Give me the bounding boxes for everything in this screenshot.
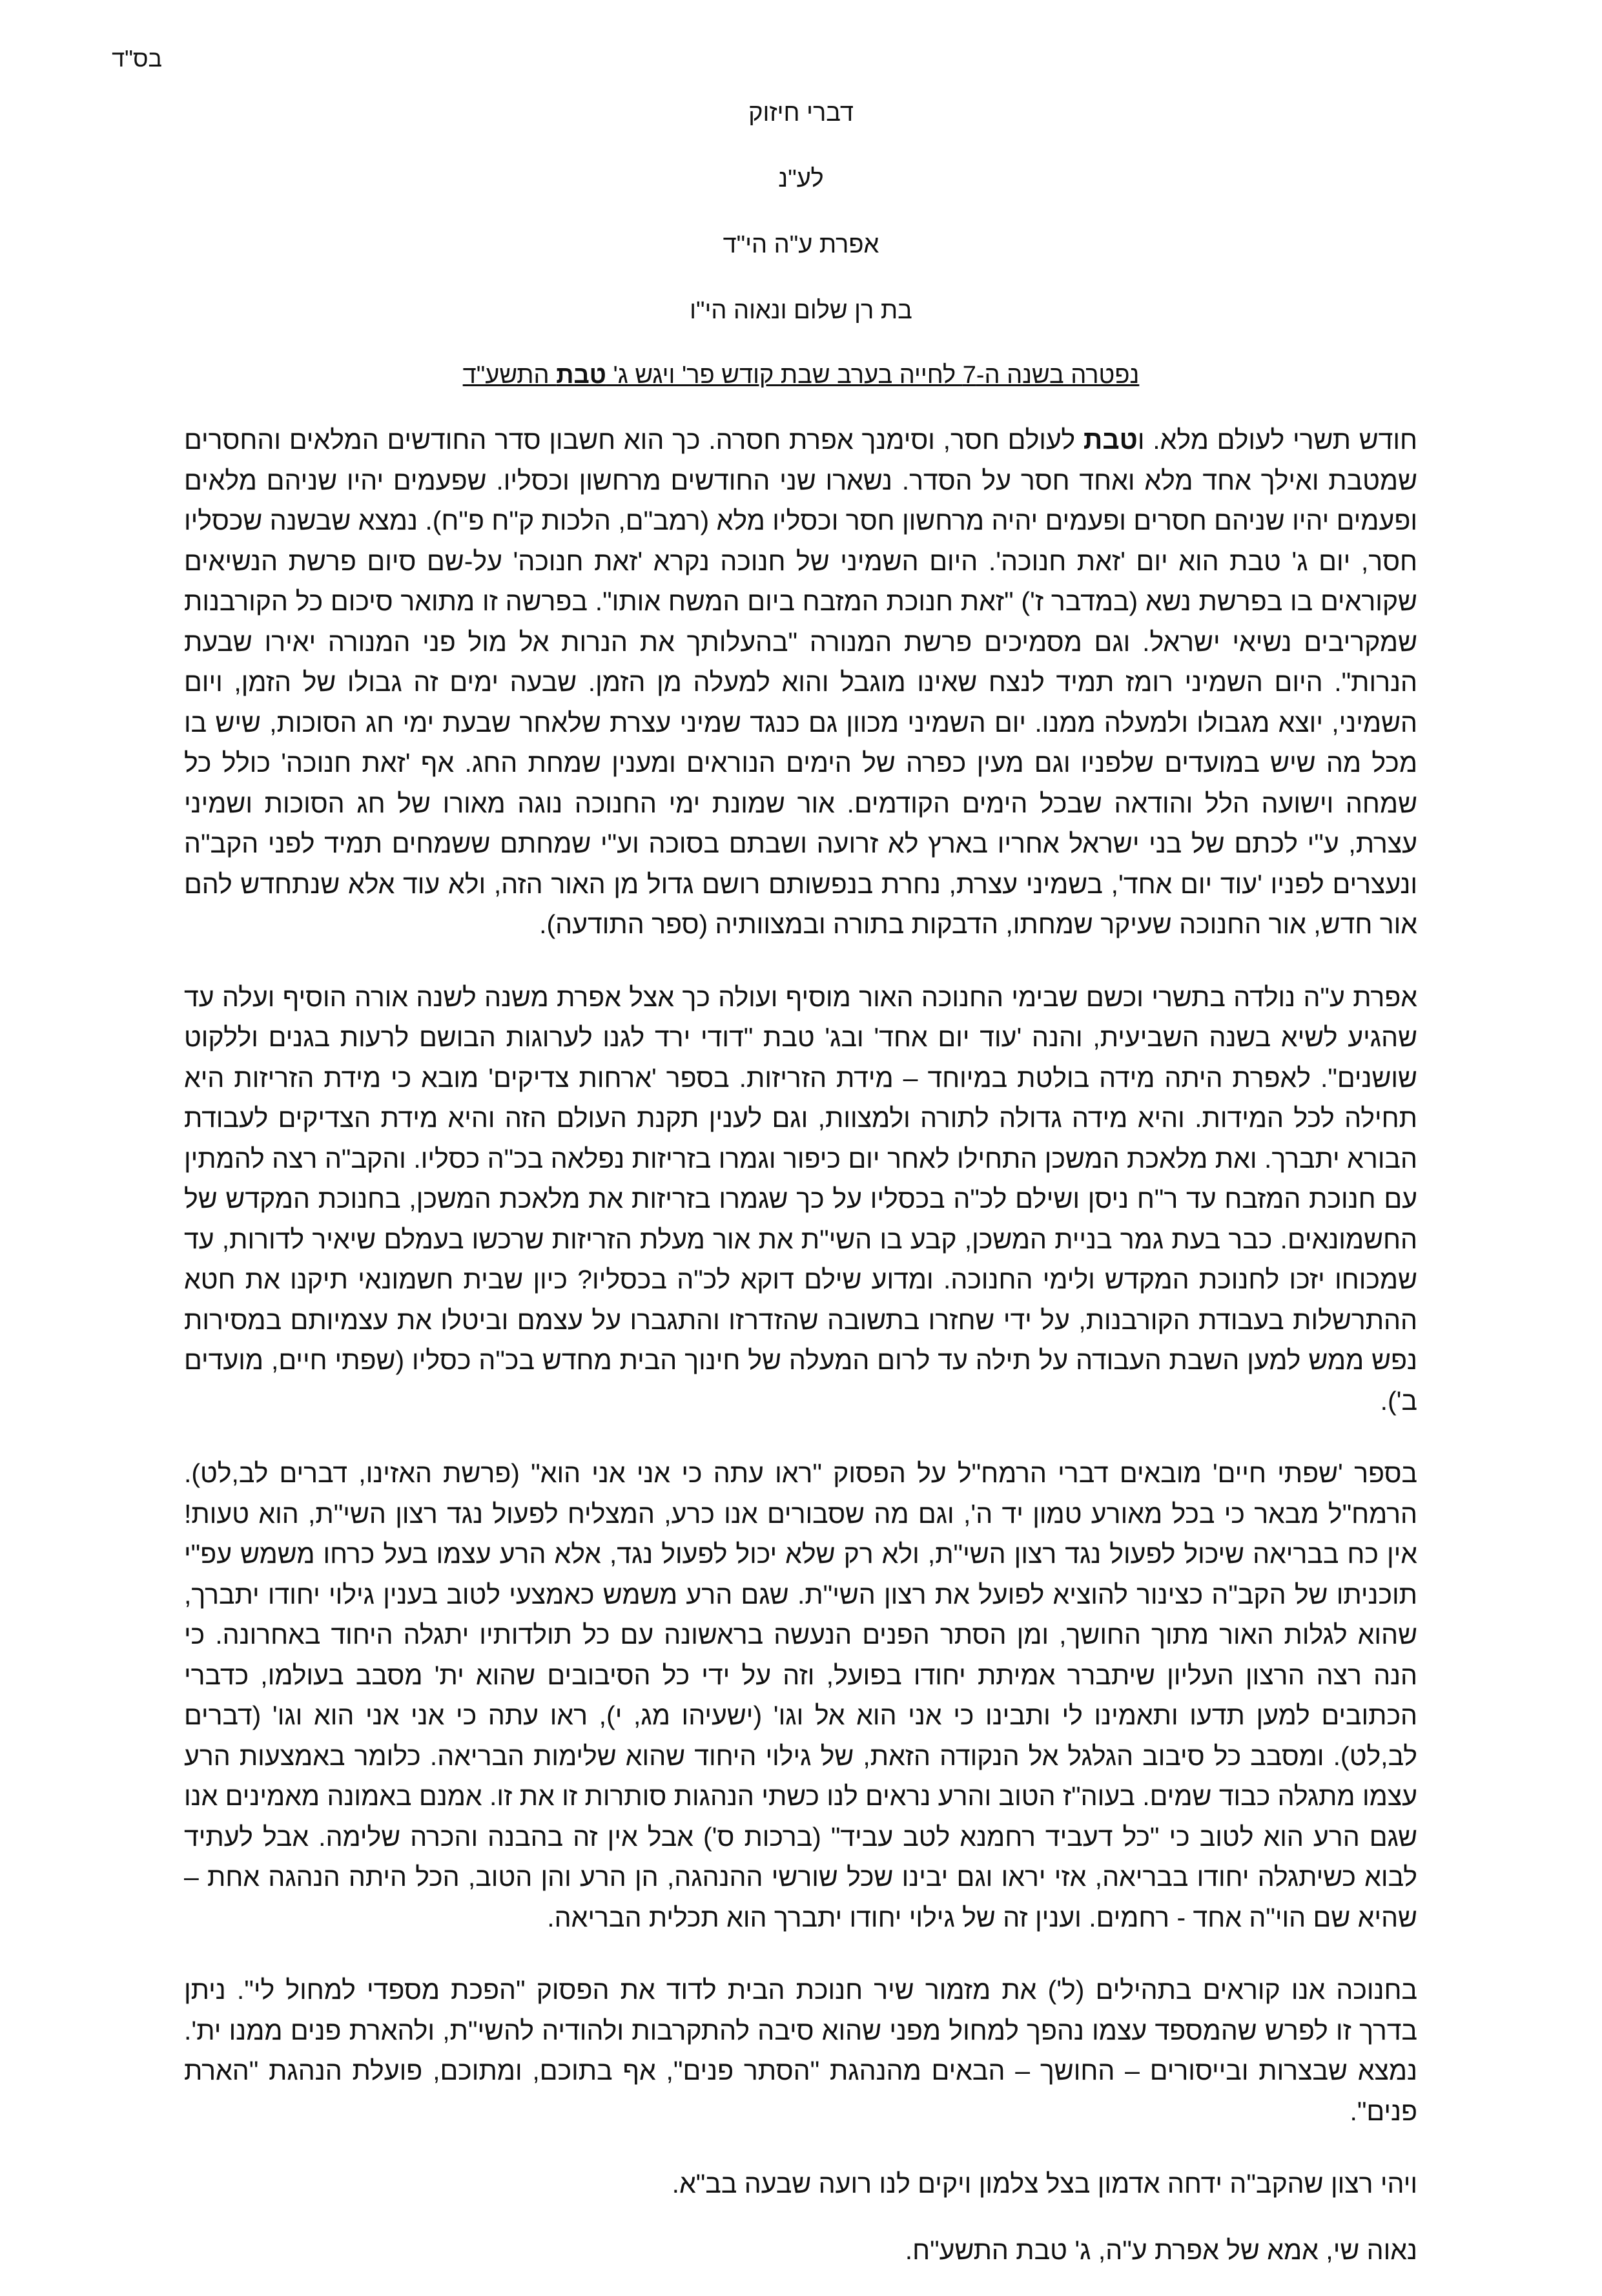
- title-subtitle: [0, 359, 1602, 391]
- body-text: [184, 420, 1417, 2296]
- subtitle-part-1: נפטרה בשנה ה-7 לחייה בערב שבת קודש פר' ויגש ג': [606, 362, 1140, 389]
- title-block: [0, 97, 1602, 425]
- subtitle-part-2: התשע"ד: [462, 362, 557, 389]
- paragraph-1-start: חודש תשרי לעולם מלא. ו: [1137, 425, 1417, 455]
- signature-line: נאוה שי, אמא של אפרת ע"ה, ג' טבת התשע"ח.: [905, 2235, 1417, 2265]
- paragraph-2: אפרת ע"ה נולדה בתשרי וכשם שבימי החנוכה האור מוסיף ועולה כך אצל אפרת משנה לשנה אורה הוסיף ועלה עד שהגיע לשיא בשנה השביעית, והנה 'עוד יום אחד' ובג' טבת "דודי ירד לגנו לערוגות הבושם לרעות בגנים וללקוט שושנים". לאפרת היתה מידה בולטת במיוחד – מידת הזריזות. בספר 'ארחות צדיקים' מובא כי מידת הזריזות היא תחילה לכל המידות. והיא מידה גדולה לתורה ולמצוות, וגם לענין תקנת העולם הזה והיא מידת הצדיקים לעבודת הבורא יתברך. ואת מלאכת המשכן התחילו לאחר יום כיפור וגמרו בזריזות נפלאה בכ"ה כסליו. והקב"ה רצה להמתין עם חנוכת המזבח עד ר"ח ניסן ושילם לכ"ה בכסליו על כך שגמרו בזריזות את מלאכת המשכן, בחנוכת המקדש של החשמונאים. כבר בעת גמר בניית המשכן, קבע בו השי"ת את אור מעלת הזריזות שרכשו בעמלם שיאיר לדורות, עד שמכוחו יזכו לחנוכת המקדש ולימי החנוכה. ומדוע שילם דוקא לכ"ה בכסליו? כיון שבית חשמונאי תיקנו את חטא ההתרשלות בעבודת הקורבנות, על ידי שחזרו בתשובה שהזדרזו והתגברו על עצמם וביטלו את עצמיותם במסירות נפש ממש למען השבת העבודה על תילה עד לרום המעלה של חינוך הבית מחדש בכ"ה כסליו (שפתי חיים, מועדים ב').: [184, 982, 1417, 1416]
- title-line-2: לע"נ: [778, 165, 824, 192]
- title-line-4: בת רן שלום ונאוה הי"ו: [690, 297, 912, 324]
- bsd-header: בס"ד: [112, 45, 162, 72]
- paragraph-4: בחנוכה אנו קוראים בתהילים (ל') את מזמור שיר חנוכת הבית לדוד את הפסוק "הפכת מספדי למחול לי". ניתן בדרך זו לפרש שהמספד עצמו נהפך למחול מפני שהוא סיבה להתקרבות ולהודיה להשי"ת, ולהארת פנים ממנו ית'. נמצא שבצרות ובייסורים – החושך – הבאים מהנהגת "הסתר פנים", אף בתוכם, ומתוכם, פועלת הנהגת "הארת פנים".: [184, 1975, 1417, 2126]
- title-line-1: דברי חיזוק: [748, 99, 854, 127]
- title-line-3: אפרת ע"ה הי"ד: [723, 231, 879, 258]
- paragraph-1-bold-word: טבת: [1083, 425, 1138, 455]
- paragraph-5: ויהי רצון שהקב"ה ידחה אדמון בצל צלמון ויקים לנו רועה שבעה בב"א.: [672, 2169, 1417, 2198]
- paragraph-3: בספר 'שפתי חיים' מובאים דברי הרמח"ל על הפסוק "ראו עתה כי אני אני הוא" (פרשת האזינו, דברים לב,לט). הרמח"ל מבאר כי בכל מאורע טמון יד ה', וגם מה שסבורים אנו כרע, המצליח לפעול נגד רצון השי"ת, הוא טעות! אין כח בבריאה שיכול לפעול נגד רצון השי"ת, ולא רק שלא יכול לפעול נגד, אלא הרע עצמו בעל כרחו משמש עפ"י תוכניתו של הקב"ה כצינור להוציא לפועל את רצון השי"ת. שגם הרע משמש כאמצעי לטוב בענין גילוי יחודו יתברך, שהוא לגלות האור מתוך החושך, ומן הסתר הפנים הנעשה בראשונה עם כל תולדותיו יתגלה היחוד באחרונה. כי הנה רצה הרצון העליון שיתברר אמיתת יחודו בפועל, וזה על ידי כל הסיבובים שהוא ית' מסבב בעולמו, כדברי הכתובים למען תדעו ותאמינו לי ותבינו כי אני הוא אל וגו' (ישעיהו מג, י), ראו עתה כי אני אני הוא וגו' (דברים לב,לט). ומסבב כל סיבוב הגלגל אל הנקודה הזאת, של גילוי היחוד שהוא שלימות הבריאה. כלומר באמצעות הרע עצמו מתגלה כבוד שמים. בעוה"ז הטוב והרע נראים לנו כשתי הנהגות סותרות זו את זו. אמנם באמונה מאמינים אנו שגם הרע הוא לטוב כי "כל דעביד רחמנא לטב עביד" (ברכות ס') אבל אין זה בהבנה והכרה שלימה. אבל לעתיד לבוא כשיתגלה יחודו בבריאה, אזי יראו וגם יבינו שכל שורשי ההנהגה, הן הרע והן הטוב, הכל היתה הנהגה אחת – שהיא שם הוי"ה אחד - רחמים. וענין זה של גילוי יחודו יתברך הוא תכלית הבריאה.: [184, 1458, 1417, 1932]
- subtitle-bold-word: טבת: [556, 362, 606, 389]
- paragraph-1: [184, 420, 1417, 945]
- paragraph-1-rest: לעולם חסר, וסימנך אפרת חסרה. כך הוא חשבון סדר החודשים המלאים והחסרים שמטבת ואילך אחד מלא ואחד חסר על הסדר. נשארו שני החודשים מרחשון וכסליו. שפעמים יהיו שניהם מלאים ופעמים יהיו שניהם חסרים ופעמים יהיה מרחשון חסר וכסליו מלא (רמב"ם, הלכות ק"ח פ"ח). נמצא שבשנה שכסליו חסר, יום ג' טבת הוא יום 'זאת חנוכה'. היום השמיני של חנוכה נקרא 'זאת חנוכה' על-שם סיום פרשת הנשיאים שקוראים בו בפרשת נשא (במדבר ז') "זאת חנוכת המזבח ביום המשח אותו". בפרשה זו מתואר סיכום כל הקורבנות שמקריבים נשיאי ישראל. וגם מסמיכים פרשת המנורה "בהעלותך את הנרות אל מול פני המנורה יאירו שבעת הנרות". היום השמיני רומז תמיד לנצח שאינו מוגבל והוא למעלה מן הזמן. שבעה ימים זה גבולו של הזמן, ויום השמיני, יוצא מגבולו ולמעלה ממנו. יום השמיני מכוון גם כנגד שמיני עצרת שלאחר שבעת ימי חג הסוכות, שיש בו מכל מה שיש במועדים שלפניו וגם מעין כפרה של הימים הנוראים ומענין שמחת החג. אף 'זאת חנוכה' כולל כל שמחה וישועה הלל והודאה שבכל הימים הקודמים. אור שמונת ימי החנוכה נוגה מאורו של חג הסוכות ושמיני עצרת, ע"י לכתם של בני ישראל אחריו בארץ לא זרועה ושבתם בסוכה וע"י שמחתם ששמחים תמיד לפני הקב"ה ונעצרים לפניו 'עוד יום אחד', בשמיני עצרת, נחרת בנפשותם רושם גדול מן האור הזה, ולא עוד אלא שנתחדש להם אור חדש, אור החנוכה שעיקר שמחתו, הדבקות בתורה ובמצוותיה (ספר התודעה).: [184, 425, 1417, 939]
